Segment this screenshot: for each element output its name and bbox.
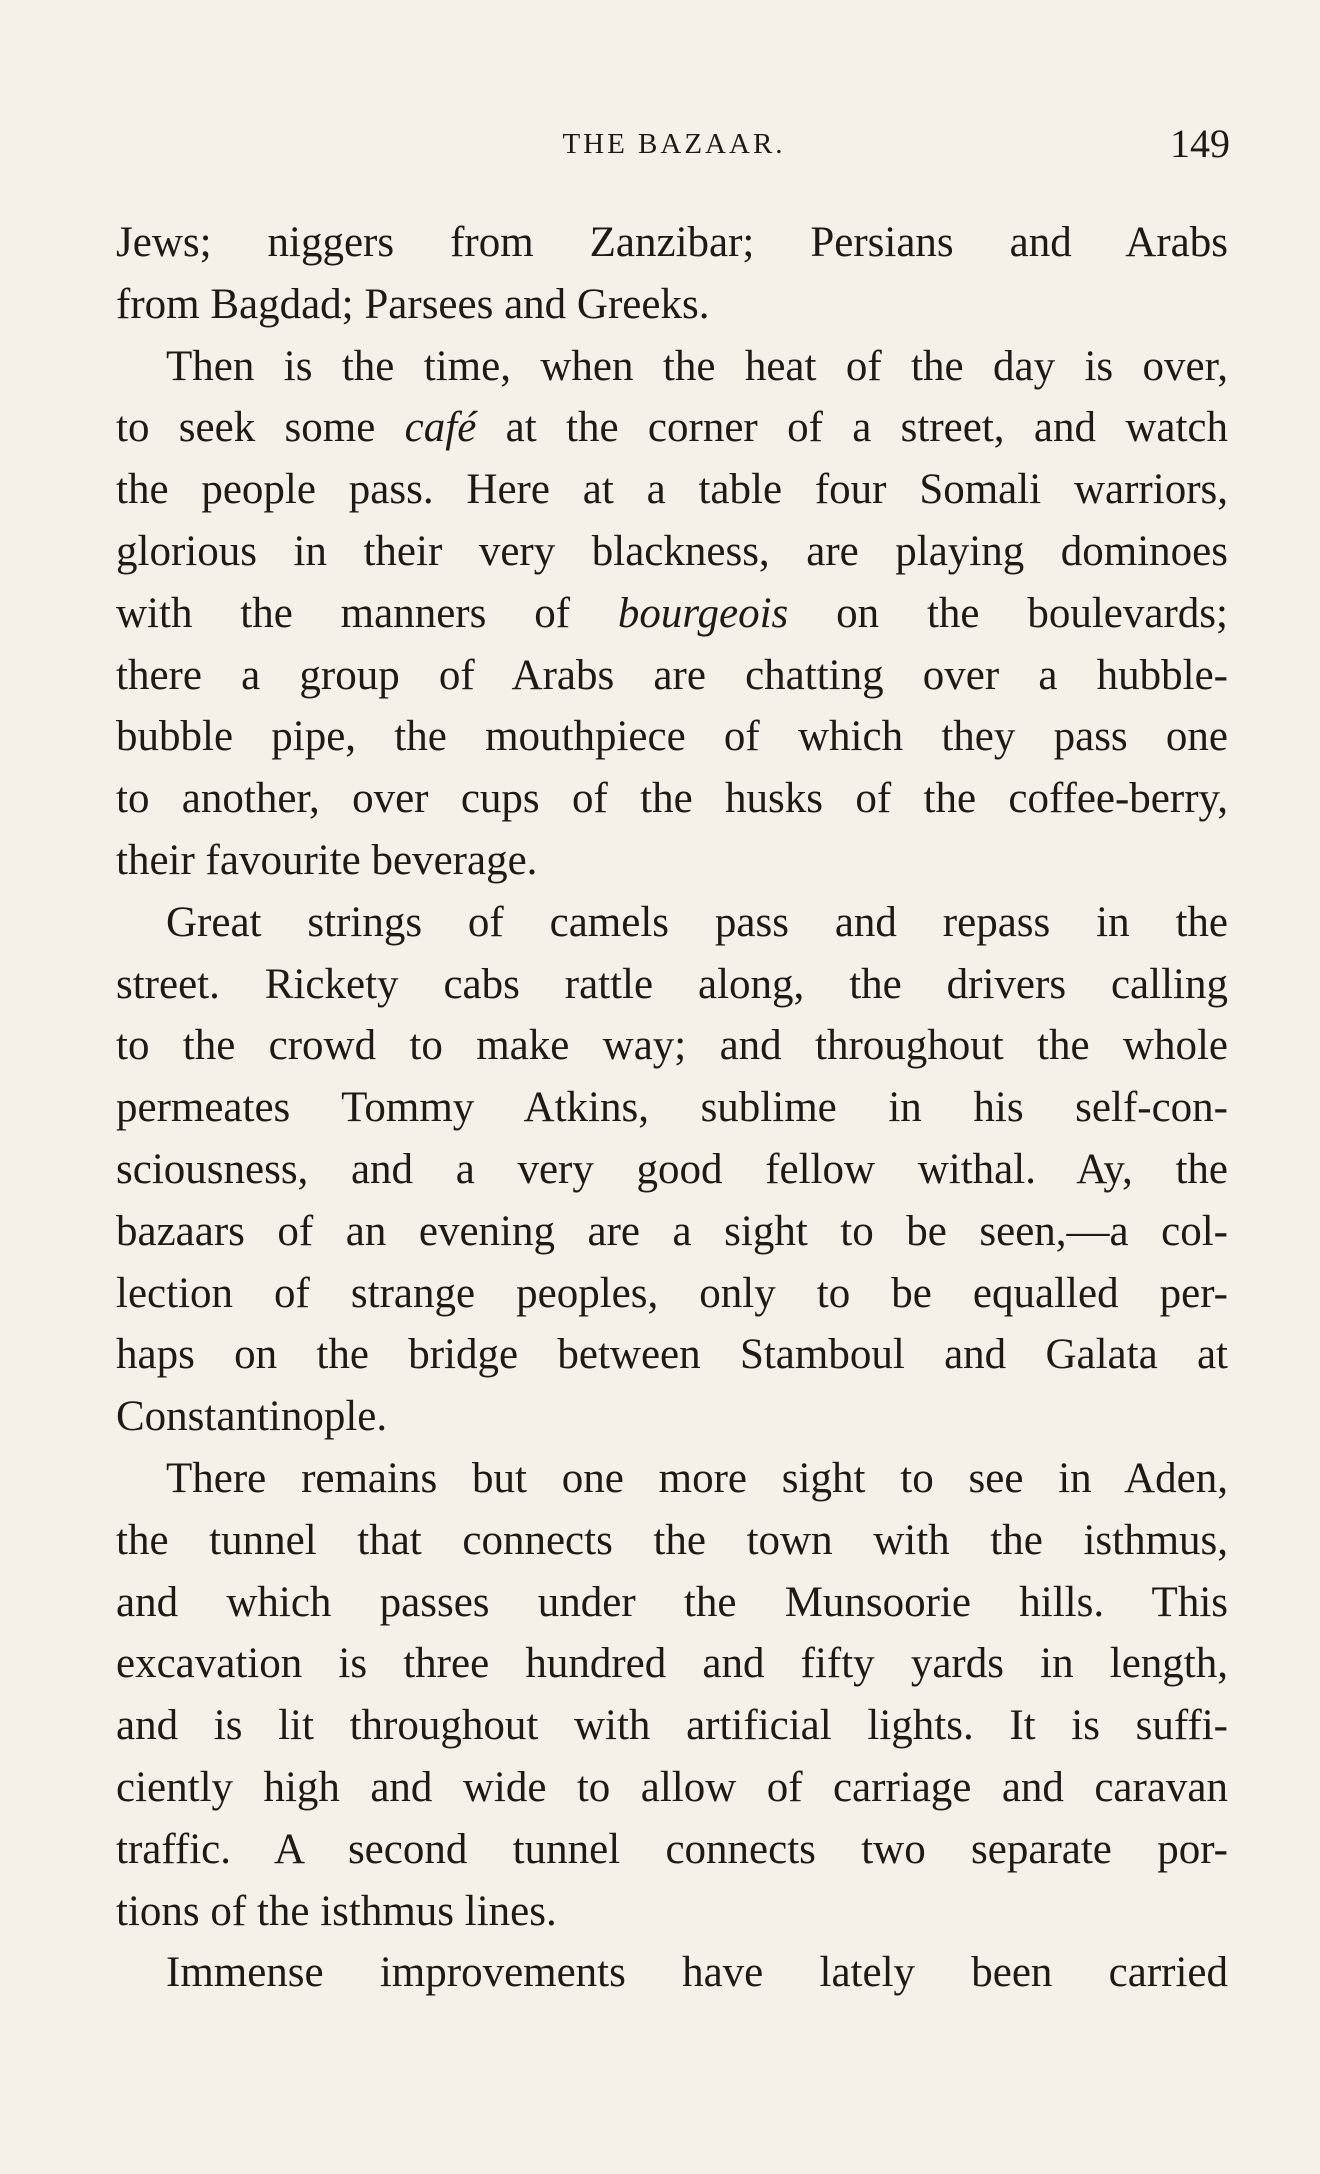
running-title: THE BAZAAR. [562, 128, 786, 160]
text-line: from Bagdad; Parsees and Greeks. [116, 280, 710, 328]
text-line: excavation is three hundred and fifty yards in length, [116, 1640, 1228, 1688]
text-line: sciousness, and a very good fellow withal. Ay, the [116, 1145, 1228, 1193]
text-line: and which passes under the Munsoorie hills. This [116, 1578, 1228, 1626]
italic-word-cafe: café [404, 404, 477, 452]
text-line: street. Rickety cabs rattle along, the drivers calling [116, 960, 1228, 1008]
text-line [116, 583, 1228, 645]
text-line: glorious in their very blackness, are playing dominoes [116, 527, 1228, 575]
text-line: to another, over cups of the husks of the coffee-berry, [116, 775, 1228, 823]
text-span: with the manners of [116, 589, 618, 637]
text-line: tions of the isthmus lines. [116, 1887, 557, 1935]
text-line: Constantinople. [116, 1393, 388, 1441]
text-line: bubble pipe, the mouthpiece of which they pass one [116, 713, 1228, 761]
text-line: to the crowd to make way; and throughout the whole [116, 1022, 1228, 1070]
text-line: their favourite beverage. [116, 836, 538, 884]
text-line: Great strings of camels pass and repass in the [166, 898, 1228, 946]
text-line: traffic. A second tunnel connects two separate por- [116, 1825, 1228, 1873]
page-number: 149 [1170, 121, 1230, 166]
text-line: Jews; niggers from Zanzibar; Persians and Arabs [116, 219, 1228, 266]
running-head [118, 118, 1230, 168]
text-line: bazaars of an evening are a sight to be seen,—a col- [116, 1207, 1228, 1255]
text-line: there a group of Arabs are chatting over a hubble- [116, 651, 1228, 699]
text-span: to seek some [116, 404, 405, 452]
text-line: haps on the bridge between Stamboul and Galata at [116, 1331, 1228, 1379]
text-line: ciently high and wide to allow of carriage and caravan [116, 1763, 1228, 1811]
text-line: the tunnel that connects the town with the isthmus, [116, 1516, 1228, 1564]
text-line: lection of strange peoples, only to be equalled per- [116, 1269, 1228, 1317]
italic-word-bourgeois: bourgeois [617, 589, 789, 637]
text-line [116, 397, 1228, 459]
body-text [116, 212, 1228, 2004]
text-line: and is lit throughout with artificial lights. It is suffi- [116, 1702, 1228, 1750]
text-line: the people pass. Here at a table four Somali warriors, [116, 466, 1228, 514]
text-line: Then is the time, when the heat of the day is over, [166, 342, 1228, 390]
text-line: There remains but one more sight to see in Aden, [166, 1454, 1228, 1502]
text-line: Immense improvements have lately been carried [166, 1949, 1228, 1997]
text-line: permeates Tommy Atkins, sublime in his self-con- [116, 1084, 1228, 1132]
text-span: at the corner of a street, and watch [476, 404, 1228, 452]
text-span: on the boulevards; [788, 589, 1228, 637]
